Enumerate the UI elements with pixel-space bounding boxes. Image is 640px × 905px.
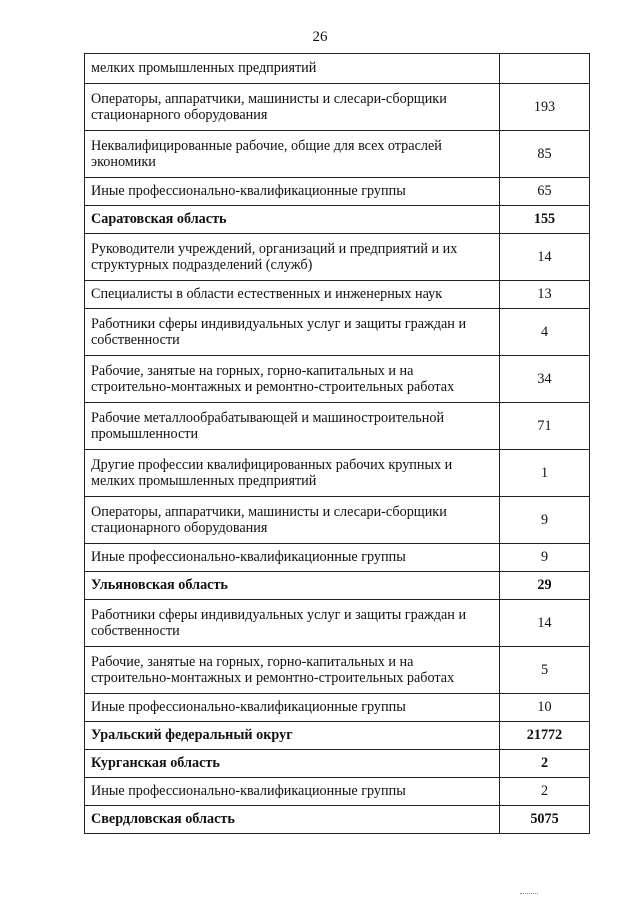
table-row: [85, 309, 590, 356]
row-label: Ульяновская область: [85, 572, 500, 600]
table-row: [85, 131, 590, 178]
row-label: Иные профессионально-квалификационные группы: [85, 178, 500, 206]
table-row: [85, 647, 590, 694]
table-row-region: [85, 572, 590, 600]
row-value: 9: [500, 497, 590, 544]
table-row: [85, 600, 590, 647]
row-label: Рабочие металлообрабатывающей и машиностроительной промышленности: [85, 403, 500, 450]
row-label: Руководители учреждений, организаций и предприятий и их структурных подразделений (служб): [85, 234, 500, 281]
row-label: Операторы, аппаратчики, машинисты и слесари-сборщики стационарного оборудования: [85, 84, 500, 131]
row-value: 29: [500, 572, 590, 600]
row-value: 4: [500, 309, 590, 356]
row-value: 5: [500, 647, 590, 694]
table-row-region: [85, 806, 590, 834]
row-label: Рабочие, занятые на горных, горно-капитальных и на строительно-монтажных и ремонтно-строительных работах: [85, 647, 500, 694]
page-number: 26: [312, 29, 328, 45]
row-label: Другие профессии квалифицированных рабочих крупных и мелких промышленных предприятий: [85, 450, 500, 497]
row-value: 9: [500, 544, 590, 572]
row-value: [500, 54, 590, 84]
table-row-region: [85, 722, 590, 750]
row-value: 34: [500, 356, 590, 403]
table-row: [85, 778, 590, 806]
row-value: 13: [500, 281, 590, 309]
row-value: 193: [500, 84, 590, 131]
table-row: [85, 403, 590, 450]
table-row: [85, 356, 590, 403]
table-row: [85, 281, 590, 309]
row-value: 71: [500, 403, 590, 450]
row-label: Иные профессионально-квалификационные группы: [85, 544, 500, 572]
row-value: 5075: [500, 806, 590, 834]
table-body: [85, 54, 590, 834]
row-value: 2: [500, 778, 590, 806]
row-value: 21772: [500, 722, 590, 750]
table-row: [85, 178, 590, 206]
table-row: [85, 84, 590, 131]
row-value: 1: [500, 450, 590, 497]
row-value: 65: [500, 178, 590, 206]
statistics-table: [84, 53, 590, 834]
table-row-region: [85, 750, 590, 778]
table-row: [85, 54, 590, 84]
row-label: Операторы, аппаратчики, машинисты и слесари-сборщики стационарного оборудования: [85, 497, 500, 544]
table-row: [85, 234, 590, 281]
row-label: Свердловская область: [85, 806, 500, 834]
row-value: 2: [500, 750, 590, 778]
row-value: 14: [500, 234, 590, 281]
row-label: Неквалифицированные рабочие, общие для всех отраслей экономики: [85, 131, 500, 178]
row-label: Саратовская область: [85, 206, 500, 234]
row-label: Специалисты в области естественных и инженерных наук: [85, 281, 500, 309]
row-label: Рабочие, занятые на горных, горно-капитальных и на строительно-монтажных и ремонтно-строительных работах: [85, 356, 500, 403]
row-label: Иные профессионально-квалификационные группы: [85, 694, 500, 722]
row-value: 85: [500, 131, 590, 178]
row-label: мелких промышленных предприятий: [85, 54, 500, 84]
row-value: 10: [500, 694, 590, 722]
scan-artifact: [520, 893, 538, 896]
table-row: [85, 544, 590, 572]
table-row: [85, 497, 590, 544]
row-label: Работники сферы индивидуальных услуг и защиты граждан и собственности: [85, 600, 500, 647]
row-label: Работники сферы индивидуальных услуг и защиты граждан и собственности: [85, 309, 500, 356]
row-label: Иные профессионально-квалификационные группы: [85, 778, 500, 806]
row-value: 155: [500, 206, 590, 234]
table-row: [85, 694, 590, 722]
row-label: Курганская область: [85, 750, 500, 778]
row-value: 14: [500, 600, 590, 647]
table-row-region: [85, 206, 590, 234]
table-row: [85, 450, 590, 497]
row-label: Уральский федеральный округ: [85, 722, 500, 750]
